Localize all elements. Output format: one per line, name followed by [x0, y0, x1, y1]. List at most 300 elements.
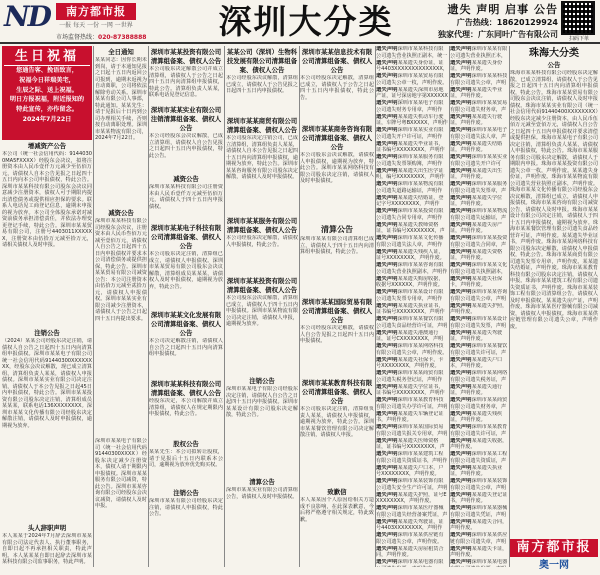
lost-notice-tag: 遗失声明 — [376, 370, 398, 376]
lost-notice-item — [450, 262, 508, 275]
lost-notice-tag: 遗失声明 — [450, 275, 472, 282]
lost-notice-text: 某某遗失护照，证号EXXXXXXXX，声明作废。 — [376, 491, 447, 504]
lost-notice-text: 深圳市某某电子有限公司遗失财务专用章，声明作 — [376, 100, 444, 113]
lost-notice-item — [376, 249, 448, 262]
lost-notice-text: 深圳市某某贸易有限公司遗失公章一枚，声明作废。 — [376, 73, 448, 86]
notice-text: 本公司股东决定注销，清算组负责人某某，请债权人申报债权，逾期视为放弃，特此公告。深圳市某某餐饮管理有限公司决定解散注销，请债权人申报。 — [300, 406, 374, 438]
lost-notice-tag: 遗失声明 — [376, 491, 398, 498]
lost-notice-tag: 遗失声明 — [450, 59, 472, 66]
lost-notice-text: 某某遗失户口本，声明作废。 — [450, 356, 503, 369]
lost-notice-tag: 遗失声明 — [450, 559, 472, 565]
notice-text: 本公司经股东会决议解散，已成立清算组，请债权人自公告见报之日起四十五日内申报债权，特此公告。 — [149, 133, 223, 159]
lost-notice-tag: 遗失声明 — [376, 559, 398, 565]
section-heading: 深圳市某某科技有限公司清算组备案、债权人公告 — [150, 380, 222, 397]
lost-notice-text: 深圳市某某设计有限公司遗失发票，声明 — [450, 316, 508, 329]
lost-notice-item — [450, 492, 508, 505]
lost-notice-tag: 遗失声明 — [376, 248, 398, 255]
section-heading: 清算公告 — [321, 225, 353, 234]
lost-notice-item — [450, 316, 508, 329]
notice-categories: 遗失 声明 启事 公告 — [447, 3, 558, 16]
lost-notice-item — [376, 141, 448, 154]
lost-notice-item — [450, 532, 508, 545]
lost-notice-text: 某某遗失执业证，声明作废。 — [450, 464, 503, 477]
lost-notice-tag: 遗失声明 — [376, 329, 398, 336]
lost-notice-text: 某某遗失深圳市房地产证，证号深房地字第XXXXXX — [376, 86, 448, 99]
zhuhai-section-title: 珠海大分类 — [529, 48, 579, 59]
lost-notice-text: 某某遗失驾驶证，声明作废。 — [450, 329, 503, 342]
lost-notice-tag: 遗失声明 — [376, 518, 398, 525]
notice-text: 经股东决定，本公司解散并成立清算组，请债权人在规定期限内申报债权，特此公告。 — [149, 398, 223, 417]
lost-notice-tag: 遗失声明 — [450, 208, 472, 214]
notice-text: 本公司经股东决定解散，请债权人自公告见报之日起四十五日内申报债权。 — [300, 325, 374, 344]
notice-text: 某某同志：因你长期未到岗，请于本通知见报之日起十五日内返回公司报到，逾期未返视为自动离职，公司将依法解除劳动关系。深圳市某某有限公司人事部，特此通知。某某先生：请于见报后十日内到公司办理相关手续，否则按自动离职处理。深圳市某某物流有限公司，2024年7月22日。 — [95, 57, 147, 141]
lost-notice-item — [450, 424, 508, 437]
lost-notice-item — [450, 195, 508, 208]
lost-notice-item — [376, 397, 448, 410]
lost-notice-tag: 遗失声明 — [376, 424, 398, 430]
lost-notice-tag: 遗失声明 — [450, 113, 472, 120]
lost-notice-item — [450, 100, 508, 113]
lost-notice-tag: 遗失声明 — [376, 208, 398, 214]
notice-text: 本公司股东会决议解散，请债权人申报债权，逾期视为放弃，特此公告。深圳市某某网络科技有限公司股东决定注销，请债权人及时申报债权。 — [300, 152, 374, 184]
lost-notice-item — [450, 384, 508, 397]
lost-notice-text: 深圳市某某医疗器械有限公司遗失经营备案凭证，声 — [376, 505, 448, 518]
lost-notice-item — [450, 208, 508, 221]
notice-text: 深圳市某某有限公司清算组已成立，请债权人于四十五日内向清算组申报债权，特此公告。 — [300, 236, 374, 255]
column-3 — [149, 46, 223, 567]
lost-notice-item — [376, 316, 448, 329]
birthday-title: 生日祝福 — [4, 48, 90, 66]
ad-phone: 广告热线：18620129924 — [456, 18, 558, 27]
lost-notice-text: 某某遗失行驶证，声明作废。 — [450, 113, 503, 126]
lost-notice-text: 某某遗失毕业证书，证书编号XXXXXXXX，声明作 — [376, 140, 445, 153]
masthead — [0, 0, 600, 44]
lost-notice-text: 某某遗失资格证，声明作废。 — [450, 248, 503, 261]
lost-notice-tag: 遗失声明 — [450, 140, 472, 147]
lost-notice-tag: 遗失声明 — [450, 167, 472, 174]
lost-notice-item — [450, 343, 508, 356]
lost-notice-text: 深圳市某某电器有限 — [397, 559, 444, 565]
column-7-lost-notices — [450, 46, 508, 567]
lost-notice-tag: 遗失声明 — [450, 478, 472, 484]
lost-notice-item — [450, 114, 508, 127]
lost-notice-text: 深圳市某某科技有限公司遗失营业执照正副本，统一 — [376, 46, 448, 59]
lost-notice-tag: 遗失声明 — [450, 464, 472, 471]
lost-notice-item — [376, 424, 448, 437]
birthday-line: 明日方报祝福，附近报知的 — [9, 96, 85, 104]
section-heading: 全日通知 — [108, 48, 134, 56]
column-divider — [224, 46, 225, 567]
lost-notice-tag: 遗失声明 — [450, 46, 472, 52]
lost-notice-tag: 遗失声明 — [376, 397, 398, 403]
lost-notice-tag: 遗失声明 — [450, 505, 472, 511]
lost-notice-text: 某某遗失学位证书，证书编号XXXXXXXX，声明作 — [376, 383, 445, 396]
lost-notice-tag: 遗失声明 — [450, 545, 472, 552]
lost-notice-item — [376, 195, 448, 208]
lost-notice-text: 某某遗失医师资格证，证书编号XXXXXXXX，声 — [376, 437, 445, 450]
lost-notice-tag: 遗失声明 — [376, 356, 398, 363]
lost-notice-item — [450, 451, 508, 464]
section-heading: 深圳市某某商务咨询有限公司清算组备案、债权人公告 — [301, 125, 373, 151]
lost-notice-text: 某某遗失户口本，户号XXXXXXXX，声明作废。 — [376, 464, 444, 477]
notice-text: 深圳市某某有限公司经股东决定注销，请债权人申报债权，特此公告。 — [149, 498, 223, 517]
lost-notice-tag: 遗失声明 — [450, 410, 472, 417]
notice-text: 本公司经股东决定解散，清算组已成立，请债权人于公告之日起四十五日内申报债权，特此公告。 — [300, 75, 374, 101]
notice-text: 珠海市某某科技有限公司经股东决定解散，已成立清算组，请债权人于公告见报之日起四十五日内向清算组申报债权，特此公告。珠海市某某贸易有限公司股东会决议注销，请债权人及时申报债权。珠海市某某实业有限公司（统一社会信用代码91440400XXXXXXXX）经股东决定减少注册资本，由人民币伍佰万元减至壹佰万元，请债权人自公告之日起四十五日内申报债权并要求清偿或提供担保。珠海市某某电子有限公司决定注销，清算组负责人某某，请债权人申报债权，特此公告。珠海市某某服务有限公司股东决定解散，请债权人于期限内申报。珠海市某某投资有限公司遗失公章一枚，声明作废。某某遗失身份证，声明作废。珠海市某某物流有限公司遗失营业执照正副本，声明作废。珠海市某某文化传播有限公司经股东会决议解散，清算组已成立，请债权人申报债权。珠海市某某咨询有限公司减资公告，请债权人及时申报。珠海市某某设计有限公司决定注销，请债权人于四十五日内申报债权，逾期视为放弃。珠海市某某餐饮管理有限公司遗失食品经营许可证，声明作废。某某遗失毕业证书，声明作废。珠海市某某网络科技有限公司股东决定解散，请债权人申报债权，特此公告。珠海市某某商贸有限公司遗失发票专用章，声明作废。某某遗失结婚证，声明作废。珠海市某某教育科技有限公司股东决定注销，请债权人申报。珠海市某某建筑工程有限公司遗失资质证书，声明作废。珠海市某某装饰工程有限公司清算组公告，请债权人及时申报债权。某某遗失房产证，声明作废。珠海市某某医疗器械有限公司减资，请债权人申报债权。珠海市某某供应链管理有限公司遗失公章，声明作废。 — [510, 70, 598, 330]
lost-notice-item — [376, 546, 448, 559]
lost-notice-text: 某某遗失社保卡，声明作废。 — [450, 275, 503, 288]
lost-notice-item — [450, 411, 508, 424]
lost-notice-tag: 遗失声明 — [450, 221, 472, 228]
notice-text: 本公司（统一社会信用代码：91440300MA5FXXXX）经股东会决议，拟将注册资本由人民币壹仟万元减少至伍佰万元，请债权人自本公告见报之日起四十五日内向本公司申报债权，特此公告。深圳市某某科技有限公司股东会决议同意减少注册资本，债权人可于期限内提出清偿债务或提供相应担保的要求。联系人电话见工商登记信息，逾期未申报的视为放弃。本公司全体股东承诺对减资前债务承担清偿责任，并依法办理变更登记手续，特此公告。深圳市某某贸易有限公司，注册号4403011XXXXXX，注册资本由伍拾万元减至拾万元，请相关债权人及时申报。 — [2, 151, 92, 248]
section-heading: 深圳市某某实业有限公司注销清算组备案、债权人公告 — [150, 106, 222, 132]
lost-notice-tag: 遗失声明 — [450, 100, 472, 106]
lost-notice-tag: 遗失声明 — [376, 46, 398, 52]
lost-notice-item — [450, 330, 508, 343]
lost-notice-text: 某某遗失房产证，声明作废。 — [450, 221, 503, 234]
lost-notice-tag: 遗失声明 — [376, 127, 398, 133]
column-divider — [93, 46, 94, 567]
lost-notice-item — [376, 330, 448, 343]
lost-notice-tag: 遗失声明 — [376, 505, 398, 511]
lost-notice-tag: 遗失声明 — [450, 248, 472, 255]
lost-notice-text: 某某遗失结婚证，登记字号XXXXXXXX，声明作 — [376, 194, 444, 207]
lost-notice-tag: 遗失声明 — [376, 532, 398, 538]
lost-notice-item — [376, 438, 448, 451]
lost-notice-text: 深圳市某某建筑工程有限公司遗失资质证书，声明作 — [376, 451, 448, 464]
lost-notice-tag: 遗失声明 — [450, 356, 472, 363]
lost-notice-text: 某某遗失购房收据，收据号XXXXXX，声明作废。 — [376, 275, 444, 288]
lost-notice-tag: 遗失声明 — [376, 181, 398, 187]
notice-text: 本人某某于2024年7月辞去深圳市某某有限公司法定代表人、执行董事职务，自即日起不再承担相关职责，特此声明。本人某某某自即日起辞去深圳市某某科技有限公司监事职务，特此声明。 — [2, 533, 92, 565]
notice-text: 深圳市某某科技有限公司注册资本由人民币壹仟万元减至伍佰万元，请债权人于四十五日内申报债权。 — [149, 184, 223, 210]
lost-notice-text: 深圳市某某有限公司遗失营业执照正本， — [450, 46, 508, 59]
birthday-line: 特此宣传，亦作留念。 — [16, 106, 78, 114]
lost-notice-text: 某某遗失驾驶证，证号4403XXXXXXXX，声明作 — [376, 518, 444, 531]
header-info — [418, 3, 558, 43]
lost-notice-item — [450, 546, 508, 559]
column-1 — [2, 46, 92, 567]
lost-notice-tag: 遗失声明 — [376, 451, 398, 457]
lost-notice-item — [376, 478, 448, 491]
logo-letters: ND — [4, 0, 50, 33]
lost-notice-text: 深圳市某某供应链有限公司遗失章，声明 — [450, 532, 508, 545]
lost-notice-item — [376, 276, 448, 289]
lost-notice-item — [376, 343, 448, 356]
lost-notice-text: 某某遗失出生医学证明，编号XXXXXXXX，声明作 — [376, 167, 445, 180]
lost-notice-item — [450, 357, 508, 370]
notice-text: （2024）某某公司经股东决定注销，请债权人自公告之日起四十五日内向清算组申报债权。深圳市某某电子有限公司统一社会信用代码91440300XXXXXXXX，经股东会决议解散，现已成立清算组，清算组负责人某某，请债权人申报债权。深圳市某某实业有限公司决定注销，请债权人于本公告见报之日起45日内申报债权，特此公告。深圳市某某投资有限公司股东决定注销，清算组成员某某某，联系电话136XXXXXXXX。深圳市某某文化传播有限公司经股东决定解散注销，请债权人及时申报债权，逾期视为放弃。 — [2, 338, 92, 429]
lost-notice-item — [376, 235, 448, 248]
section-heading: 清算公告 — [249, 478, 275, 486]
lost-notice-item — [376, 492, 448, 505]
lost-notice-text: 深圳市某某供应链有限公司遗失公章，声明作废。 — [376, 532, 444, 545]
lost-notice-tag: 遗失声明 — [376, 302, 398, 309]
brand-logo: 南方都市报 — [510, 539, 598, 557]
hotline-number: 020-87388888 — [98, 34, 147, 41]
lost-notice-item — [376, 384, 448, 397]
lost-notice-text: 深圳市某某文化有限公司遗失执照副本， — [450, 262, 508, 275]
lost-notice-text: 深圳市某某网络有限公司遗失税务证，声 — [450, 370, 508, 383]
lost-notice-text: 深圳市某某服务有限公司遗失发票章，声 — [450, 181, 508, 194]
lost-notice-item — [450, 127, 508, 140]
section-heading: 某某公司（深圳）生物科技发展有限公司清算组备案、债权人公告 — [226, 48, 298, 74]
lost-notice-tag: 遗失声明 — [376, 545, 398, 552]
lost-notice-item — [376, 411, 448, 424]
notice-text: 本公司决定解散注销，请债权人自公告之日起四十五日内向清算组申报债权。 — [149, 338, 223, 357]
notice-text: 深圳市某某科技有限公司经股东会决议，注册资本由人民币叁佰万元减至壹佰万元，请债权人自公告之日起四十五日内申报债权并要求本公司清偿债务或提供担保，特此公告。深圳市某某贸易有限公司减资公告：本公司注册资本由伍拾万元减至贰拾万元，请债权人申报债权。深圳市某某实业有限公司减少注册资本，请债权人于公告之日起四十五日内提出要求。 — [95, 218, 147, 322]
lost-notice-tag: 遗失声明 — [376, 289, 398, 295]
lost-notice-item — [376, 87, 448, 100]
notice-text: 深圳市某某实业有限公司清算组公告，请债权人及时申报债权。 — [226, 487, 298, 500]
birthday-line: 您通告客、挽语致言， — [16, 67, 78, 74]
section-heading: 股权公告 — [173, 440, 199, 448]
lost-notice-tag: 遗失声明 — [376, 167, 398, 174]
lost-notice-text: 深圳市某某商贸有限公司遗失税务登记证，声明作 — [376, 370, 444, 383]
lost-notice-text: 深圳市某某贸易有限公司遗失财务章，声 — [450, 100, 508, 113]
lost-notice-text: 深圳市某某实业有限公司遗失开户许可证，声明作 — [376, 127, 444, 140]
lost-notice-tag: 遗失声明 — [450, 181, 472, 187]
website-prefix: 奥一网 — [539, 560, 569, 571]
lost-notice-item — [450, 73, 508, 86]
lost-notice-item — [450, 438, 508, 451]
section-heading: 深圳市某某投资有限公司清算组备案、债权人公告 — [150, 48, 222, 65]
lost-notice-text: 深圳市某某物流有限公司遗失运输证，声 — [450, 208, 508, 221]
lost-notice-text: 某某遗失卡证，声明作废。 — [450, 545, 508, 558]
lost-notice-tag: 遗失声明 — [376, 478, 398, 484]
lost-notice-tag: 遗失声明 — [376, 235, 398, 241]
lost-notice-item — [376, 46, 448, 59]
lost-notice-text: 某某遗失身份证，声明作废。 — [450, 59, 503, 72]
lost-notice-item — [376, 208, 448, 221]
lost-notice-text: 某某遗失社保卡，卡号XXXXXXXX，声明作废。 — [376, 356, 444, 369]
section-heading: 注销公告 — [249, 377, 275, 385]
lost-notice-tag: 遗失声明 — [376, 59, 398, 66]
lost-notice-tag: 遗失声明 — [450, 437, 472, 444]
section-heading: 减资公告 — [108, 209, 134, 217]
lost-notice-tag: 遗失声明 — [450, 383, 472, 390]
lost-notice-tag: 遗失声明 — [450, 532, 472, 538]
lost-notice-tag: 遗失声明 — [450, 329, 472, 336]
lost-notice-text: 深圳市某某实业有限公司遗失开户许可 — [450, 154, 508, 167]
birthday-line: 生辰之际、送上祝福。 — [16, 86, 78, 94]
lost-notice-tag: 遗失声明 — [376, 100, 398, 106]
lost-notice-item — [450, 559, 508, 567]
lost-notice-item — [450, 249, 508, 262]
section-heading: 减资公告 — [173, 175, 199, 183]
section-heading: 深圳市某某信息技术有限公司清算组备案、债权人公告 — [301, 48, 373, 74]
lost-notice-item — [376, 357, 448, 370]
notice-text: 本人某某因个人原因给相关方造成不良影响，在此深表歉意，今后将严格遵守相关规定，特此致歉。 — [300, 497, 374, 523]
lost-notice-tag: 遗失声明 — [450, 316, 472, 322]
lost-notice-item — [450, 303, 508, 316]
lost-notice-tag: 遗失声明 — [376, 154, 398, 160]
lost-notice-text: 某某遗失合同，声明作废。 — [450, 518, 508, 531]
lost-notice-tag: 遗失声明 — [450, 154, 472, 160]
lost-notice-text: 某某遗失收据，声明作废。 — [450, 437, 508, 450]
lost-notice-text: 某某遗失残疾证，声明作废。 — [450, 410, 503, 423]
lost-notice-item — [376, 127, 448, 140]
column-5 — [300, 46, 374, 567]
lost-notice-text: 某某遗失房屋租赁合同，声明作废。 — [376, 545, 444, 558]
section-heading: 致歉信 — [327, 488, 347, 496]
notice-text: 本公司股东决定注销，清算组已成立，请债权人申报债权。深圳市某某贸易有限公司股东会决议解散，清算组成员某某某，请债权人及时申报债权，逾期视为放弃，特此公告。 — [149, 251, 223, 290]
lost-notice-item — [376, 559, 448, 567]
qr-code-icon[interactable] — [561, 1, 595, 35]
lost-notice-tag: 遗失声明 — [450, 518, 472, 525]
lost-notice-item — [376, 114, 448, 127]
lost-notice-item — [450, 222, 508, 235]
lost-notice-item — [376, 465, 448, 478]
lost-notice-text: 某某遗失残疾人证，证号XXXXXXXX，声明作废。 — [376, 248, 445, 261]
lost-notice-tag: 遗失声明 — [376, 343, 398, 349]
column-6-lost-notices — [376, 46, 448, 567]
lost-notice-text: 某某遗失出生证，声明作废。 — [450, 167, 503, 180]
lost-notice-text: 深圳市某某科技有限公司遗失公章，声明 — [450, 73, 508, 86]
lost-notice-text: 某某遗失护照，声明作废。 — [450, 302, 508, 315]
lost-notice-tag: 遗失声明 — [376, 316, 398, 322]
lost-notice-text: 深圳市某某餐饮有限公司遗失许可证，声 — [450, 343, 508, 356]
page-title: 深圳大分类 — [218, 2, 394, 41]
lost-notice-text: 某某遗失教师资格证，证书编号XXXXXXXX，声 — [376, 221, 445, 234]
lost-notice-text: 深圳市某某电子有限公司遗失法人章，声 — [450, 127, 508, 140]
lost-notice-tag: 遗失声明 — [376, 221, 398, 228]
lost-notice-text: 某某遗失港澳通行证，证号CXXXXXXXX，声明 — [376, 329, 444, 342]
lost-notice-text: 深圳市某某投资有限公司遗失合同章，声 — [450, 235, 508, 248]
lost-notice-item — [450, 141, 508, 154]
lost-notice-text: 深圳市某某国际贸易有限公司遗失报关专用章，声明 — [376, 424, 448, 437]
lost-notice-text: 深圳市某某投资有限公司遗失合同专用章，声明作 — [376, 208, 444, 221]
birthday-line: 祝福今日祥瑞美宅， — [19, 76, 75, 84]
lost-notice-item — [450, 478, 508, 491]
lost-notice-tag: 遗失声明 — [450, 86, 472, 93]
website-link[interactable] — [510, 558, 598, 573]
section-heading: 深圳市某某文化发展有限公司清算组备案、债权人公告 — [150, 311, 222, 337]
lost-notice-item — [450, 87, 508, 100]
lost-notice-tag: 遗失声明 — [376, 113, 398, 120]
column-4 — [226, 46, 298, 567]
lost-notice-item — [450, 168, 508, 181]
lost-notice-tag: 遗失声明 — [450, 343, 472, 349]
lost-notice-text: 深圳市某某咨询有限公司遗失营业执照副本，声明作 — [376, 262, 448, 275]
section-heading: 深圳市某某电子科技有限公司清算组备案、债权人公告 — [150, 224, 222, 250]
lost-notice-tag: 遗失声明 — [376, 383, 398, 390]
column-8-zhuhai — [510, 46, 598, 536]
section-heading: 注销公告 — [173, 489, 199, 497]
lost-notice-tag: 遗失声明 — [376, 262, 398, 268]
lost-notice-tag: 遗失声明 — [376, 86, 398, 93]
lost-notice-tag: 遗失声明 — [376, 73, 398, 79]
lost-notice-tag: 遗失声明 — [376, 410, 398, 417]
section-heading: 深圳市某某服务有限公司清算组备案、债权人公告 — [226, 217, 298, 234]
lost-notice-item — [376, 73, 448, 86]
lost-notice-item — [376, 100, 448, 113]
exclusive-agent: 独家代理：广东同叶广告有限公司 — [438, 30, 558, 39]
lost-notice-tag: 遗失声明 — [376, 437, 398, 444]
notice-text: 本公司经股东决定解散，请债权人申报债权，特此公告。 — [226, 235, 298, 248]
lost-notice-item — [450, 181, 508, 194]
notice-text: 某某先生：本公司拟转让股权，请于见报后十五日内联系本公司，逾期视为放弃优先购买权。 — [149, 449, 223, 468]
lost-notice-item — [376, 289, 448, 302]
section-heading: 增减资产公告 — [27, 142, 67, 150]
lost-notice-text: 深圳市某某教育有限公司遗失许可证，声 — [450, 424, 508, 437]
lost-notice-text: 某某遗失登记证书，声明作废。 — [450, 491, 508, 504]
lost-notice-text: 深圳市某某网络科技有限公司遗失公章，声明作废。 — [376, 343, 448, 356]
lost-notice-item — [376, 222, 448, 235]
lost-notice-item — [376, 505, 448, 518]
lost-notice-item — [376, 168, 448, 181]
lost-notice-text: 深圳市某某物流有限公司遗失道路运输证，声明作 — [376, 181, 444, 194]
lost-notice-tag: 遗失声明 — [450, 235, 472, 241]
lost-notice-tag: 遗失声明 — [450, 127, 472, 133]
lost-notice-text: 深圳市某某工程有限公司遗失资质证，声 — [450, 451, 508, 464]
notice-text: 深圳市某某电子有限公司（统一社会信用代码91440300XXXX）经股东决定减少注册资本，债权人请于期限内申报债权。深圳市某某服务有限公司减资，特此公告。深圳市某某咨询有限公司经股东会决议减资，请债权人及时申报。 — [95, 438, 147, 509]
section-heading: 深圳市某某投资有限公司清算组备案、债权人公告 — [226, 277, 298, 294]
lost-notice-tag: 遗失声明 — [450, 451, 472, 457]
lost-notice-tag: 遗失声明 — [450, 370, 472, 376]
birthday-ad — [2, 46, 92, 140]
lost-notice-tag: 遗失声明 — [376, 194, 398, 201]
lost-notice-tag: 遗失声明 — [450, 302, 472, 309]
section-heading: 深圳市某某商贸有限公司清算组备案、债权人公告 — [226, 117, 298, 134]
lost-notice-text: 某某遗失学位证，声明作废。 — [450, 194, 503, 207]
notice-text: 本公司股东决定解散公司并成立清算组，请债权人于公告之日起四十五日内向清算组申报债权，特此公告。清算组负责人某某，联系电话见登记信息。 — [149, 66, 223, 98]
lost-notice-item — [450, 289, 508, 302]
lost-notice-text: 某某遗失车辆登记证书，声明作废。 — [376, 410, 444, 423]
lost-notice-text: 某某遗失结婚证，声明作废。 — [450, 140, 503, 153]
lost-notice-tag: 遗失声明 — [376, 275, 398, 282]
lost-notice-item — [450, 46, 508, 59]
lost-notice-tag: 遗失声明 — [376, 140, 398, 147]
notice-text: 深圳市某某电子有限公司经股东决定注销，请债权人自公告之日起四十五日内申报债权。深圳市某某设计有限公司股东决定解散，特此公告。 — [226, 386, 298, 418]
lost-notice-tag: 遗失声明 — [450, 73, 472, 79]
lost-notice-item — [376, 451, 448, 464]
lost-notice-item — [376, 262, 448, 275]
lost-notice-tag: 遗失声明 — [450, 194, 472, 201]
lost-notice-text: 深圳市某某文化传播有限公司遗失法人章，声明作 — [376, 235, 444, 248]
lost-notice-item — [376, 532, 448, 545]
lost-notice-item — [376, 303, 448, 316]
lost-notice-text: 深圳市某某餐饮有限公司遗失食品经营许可证，声明 — [376, 316, 448, 329]
lost-notice-tag: 遗失声明 — [376, 464, 398, 471]
zhuhai-section-subtitle: 公告 — [547, 61, 561, 69]
lost-notice-text: 深圳市某某器械有限公司遗失凭证，声明 — [450, 505, 508, 518]
lost-notice-text: 某某遗失机动车行驶证，车牌号粤BXXXXX，声明作 — [376, 113, 448, 126]
section-heading: 注销公告 — [34, 329, 60, 337]
notice-text: 本公司股东决定注销公司，已成立清算组，清算组负责人某某，请债权人自本公告见报之日起四十五日内向清算组申报债权，逾期视为放弃，特此公告。深圳市某某咨询服务有限公司股东决定解散，请债权人及时申报债权。 — [226, 135, 298, 180]
lost-notice-item — [376, 60, 448, 73]
column-2 — [95, 46, 147, 567]
lost-notice-text: 深圳市某某装饰有限公司遗失公章，声明 — [450, 478, 508, 491]
lost-notice-item — [450, 505, 508, 518]
lost-notice-item — [376, 181, 448, 194]
lost-notice-item — [450, 519, 508, 532]
lost-notice-item — [450, 397, 508, 410]
lost-notice-text: 深圳市某某商贸有限公司遗失财务章，声 — [450, 397, 508, 410]
lost-notice-tag: 遗失声明 — [450, 289, 472, 295]
paper-logo — [4, 2, 54, 32]
hotline-label: 市场监督热线： — [56, 34, 99, 41]
section-heading: 深圳市某某教育科技有限公司清算组备案、债权人公告 — [301, 379, 373, 405]
lost-notice-tag: 遗失声明 — [450, 397, 472, 403]
lost-notice-text: 深圳市某某服务有限公司遗失发票领购簿，声明作 — [376, 154, 444, 167]
lost-notice-text: 某某遗失通行证，声明作废。 — [450, 383, 503, 396]
section-heading: 深圳市某某国际贸易有限公司清算组备案、债权人公告 — [301, 298, 373, 324]
lost-notice-item — [450, 276, 508, 289]
lost-notice-item — [376, 519, 448, 532]
lost-notice-text: 深圳市某某设计有限公司遗失发票专用章，声明作 — [376, 289, 444, 302]
lost-notice-text: 深圳市某某咨询有限公司遗失公章，声明 — [450, 289, 508, 302]
